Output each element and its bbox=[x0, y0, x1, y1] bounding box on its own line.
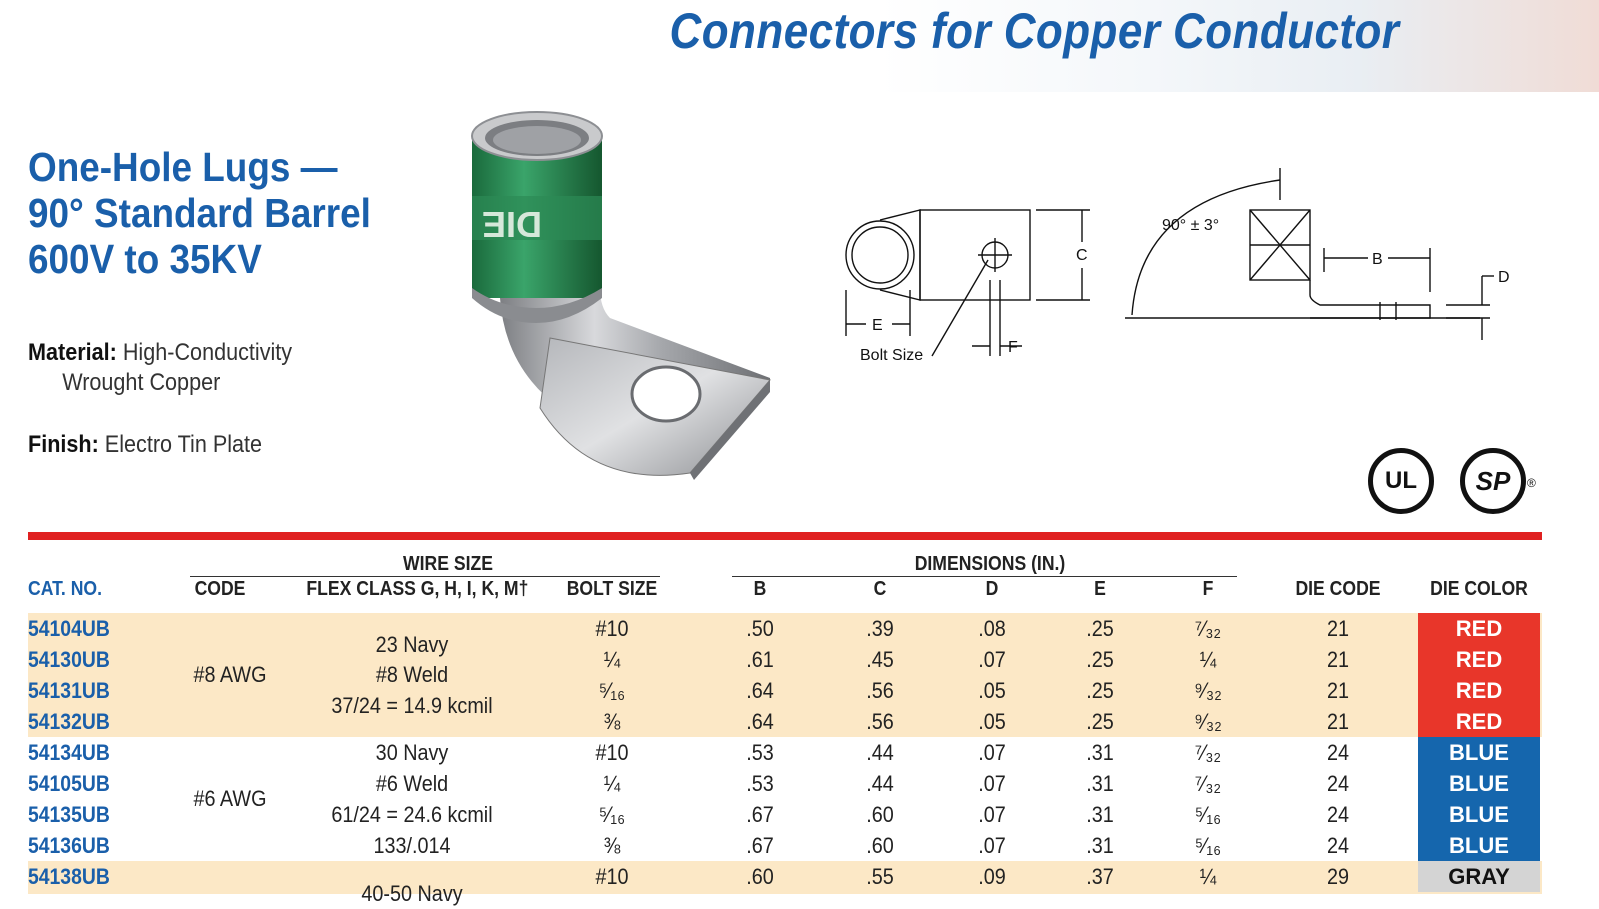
product-title-line-1: One-Hole Lugs — bbox=[28, 144, 338, 190]
header-die-color: DIE COLOR bbox=[1430, 578, 1528, 600]
cell-d: .07 bbox=[978, 771, 1006, 796]
cell-e: .31 bbox=[1086, 802, 1114, 827]
cell-d: .05 bbox=[978, 709, 1006, 734]
material-label: Material: bbox=[28, 339, 117, 366]
dimensions-underline bbox=[732, 576, 1237, 577]
cell-f: ¼ bbox=[1199, 647, 1217, 672]
cell-b: .60 bbox=[746, 864, 774, 889]
cell-b: .64 bbox=[746, 678, 774, 703]
product-title-line-2: 90° Standard Barrel bbox=[28, 190, 371, 236]
cell-bolt: ⅜ bbox=[603, 709, 621, 734]
group-2-flex-3: 61/24 = 24.6 kcmil bbox=[331, 802, 493, 827]
cell-c: .55 bbox=[866, 864, 894, 889]
die-color-badge: BLUE bbox=[1418, 830, 1540, 861]
group-3-flex-1: 40-50 Navy bbox=[361, 881, 463, 906]
cell-die-code: 21 bbox=[1326, 616, 1350, 641]
cell-e: .25 bbox=[1086, 647, 1114, 672]
header-dimensions: DIMENSIONS (IN.) bbox=[914, 553, 1066, 575]
cell-f: ⁵⁄₁₆ bbox=[1194, 802, 1222, 827]
cell-e: .31 bbox=[1086, 771, 1114, 796]
cat-no-link[interactable]: 54138UB bbox=[28, 864, 110, 889]
cell-d: .08 bbox=[978, 616, 1006, 641]
cell-c: .45 bbox=[866, 647, 894, 672]
cell-die-code: 29 bbox=[1326, 864, 1350, 889]
cat-no-link[interactable]: 54135UB bbox=[28, 802, 110, 827]
group-1-flex-1: 23 Navy bbox=[375, 632, 449, 657]
cell-b: .67 bbox=[746, 833, 774, 858]
barrel-die-print: DIE bbox=[481, 204, 542, 245]
ul-logo-text: UL bbox=[1385, 467, 1417, 494]
cell-c: .60 bbox=[866, 802, 894, 827]
cell-f: ⁵⁄₁₆ bbox=[1194, 833, 1222, 858]
cell-f: ⁷⁄₃₂ bbox=[1194, 771, 1222, 796]
group-2-flex-4: 133/.014 bbox=[373, 833, 451, 858]
cell-bolt: ¼ bbox=[603, 647, 621, 672]
cell-die-code: 21 bbox=[1326, 647, 1350, 672]
cat-no-link[interactable]: 54132UB bbox=[28, 709, 110, 734]
cell-c: .56 bbox=[866, 709, 894, 734]
diagram-label-bolt-size: Bolt Size bbox=[860, 347, 924, 364]
cell-c: .39 bbox=[866, 616, 894, 641]
wire-size-underline bbox=[190, 576, 660, 577]
material-spec bbox=[28, 338, 292, 398]
cell-b: .50 bbox=[746, 616, 774, 641]
cell-d: .05 bbox=[978, 678, 1006, 703]
header-die-code: DIE CODE bbox=[1295, 578, 1381, 600]
cell-e: .25 bbox=[1086, 709, 1114, 734]
header-dim-e: E bbox=[1094, 578, 1106, 600]
cell-c: .44 bbox=[866, 771, 894, 796]
cell-b: .53 bbox=[746, 740, 774, 765]
cell-d: .07 bbox=[978, 740, 1006, 765]
ul-logo-icon bbox=[1368, 448, 1434, 514]
product-title-line-3: 600V to 35KV bbox=[28, 236, 262, 282]
cell-die-code: 21 bbox=[1326, 709, 1350, 734]
header-dim-f: F bbox=[1202, 578, 1214, 600]
group-2-flex-2: #6 Weld bbox=[375, 771, 449, 796]
cell-d: .09 bbox=[978, 864, 1006, 889]
cell-bolt: ⅜ bbox=[603, 833, 621, 858]
diagram-label-c: C bbox=[1076, 247, 1088, 264]
finish-label: Finish: bbox=[28, 431, 99, 458]
cell-bolt: #10 bbox=[595, 616, 629, 641]
cell-f: ¼ bbox=[1199, 864, 1217, 889]
cat-no-link[interactable]: 54131UB bbox=[28, 678, 110, 703]
header-flex-class: FLEX CLASS G, H, I, K, M† bbox=[306, 578, 529, 600]
finish-spec bbox=[28, 430, 262, 460]
group-2-code: #6 AWG bbox=[193, 786, 267, 811]
group-1-flex-3: 37/24 = 14.9 kcmil bbox=[331, 693, 493, 718]
diagram-label-b: B bbox=[1372, 251, 1383, 268]
group-1-code: #8 AWG bbox=[193, 662, 267, 687]
dimension-diagram bbox=[840, 160, 1530, 380]
cell-bolt: #10 bbox=[595, 864, 629, 889]
die-color-badge: RED bbox=[1418, 706, 1540, 737]
cell-f: ⁹⁄₃₂ bbox=[1194, 709, 1222, 734]
cell-e: .37 bbox=[1086, 864, 1114, 889]
diagram-label-d: D bbox=[1498, 269, 1510, 286]
die-color-badge: GRAY bbox=[1418, 861, 1540, 892]
banner-title: Connectors for Copper Conductor bbox=[669, 3, 1399, 59]
material-value-2: Wrought Copper bbox=[62, 369, 221, 396]
cell-e: .25 bbox=[1086, 616, 1114, 641]
header-wire-size: WIRE SIZE bbox=[403, 553, 493, 575]
die-color-badge: RED bbox=[1418, 644, 1540, 675]
cell-e: .25 bbox=[1086, 678, 1114, 703]
cell-b: .67 bbox=[746, 802, 774, 827]
header-dim-d: D bbox=[985, 578, 999, 600]
finish-value: Electro Tin Plate bbox=[104, 431, 263, 458]
cell-die-code: 24 bbox=[1326, 802, 1350, 827]
cat-no-link[interactable]: 54105UB bbox=[28, 771, 110, 796]
cell-f: ⁷⁄₃₂ bbox=[1194, 740, 1222, 765]
cell-bolt: ⁵⁄₁₆ bbox=[598, 802, 626, 827]
cell-bolt: #10 bbox=[595, 740, 629, 765]
diagram-label-e: E bbox=[872, 317, 883, 334]
header-cat-no: CAT. NO. bbox=[28, 578, 102, 600]
cell-b: .64 bbox=[746, 709, 774, 734]
cell-b: .53 bbox=[746, 771, 774, 796]
cell-b: .61 bbox=[746, 647, 774, 672]
csa-logo-icon bbox=[1460, 448, 1526, 514]
cat-no-link[interactable]: 54136UB bbox=[28, 833, 110, 858]
product-title bbox=[28, 144, 371, 282]
cell-d: .07 bbox=[978, 802, 1006, 827]
cell-die-code: 21 bbox=[1326, 678, 1350, 703]
die-color-badge: BLUE bbox=[1418, 799, 1540, 830]
die-color-badge: BLUE bbox=[1418, 737, 1540, 768]
header-dim-b: B bbox=[753, 578, 767, 600]
cell-d: .07 bbox=[978, 647, 1006, 672]
diagram-label-angle: 90° ± 3° bbox=[1162, 217, 1220, 234]
cell-die-code: 24 bbox=[1326, 771, 1350, 796]
cell-c: .44 bbox=[866, 740, 894, 765]
csa-logo-text: SP bbox=[1475, 465, 1511, 496]
header-bolt-size: BOLT SIZE bbox=[566, 578, 658, 600]
cell-e: .31 bbox=[1086, 833, 1114, 858]
die-color-badge: RED bbox=[1418, 613, 1540, 644]
lug-product-image bbox=[470, 108, 790, 492]
cell-bolt: ⁵⁄₁₆ bbox=[598, 678, 626, 703]
material-value-1: High-Conductivity bbox=[122, 339, 293, 366]
group-2-flex-1: 30 Navy bbox=[375, 740, 449, 765]
cell-f: ⁷⁄₃₂ bbox=[1194, 616, 1222, 641]
die-color-badge: RED bbox=[1418, 675, 1540, 706]
header-dim-c: C bbox=[873, 578, 887, 600]
cell-die-code: 24 bbox=[1326, 833, 1350, 858]
cell-bolt: ¼ bbox=[603, 771, 621, 796]
header-code: CODE bbox=[194, 578, 246, 600]
die-color-badge: BLUE bbox=[1418, 768, 1540, 799]
csa-registered-mark: ® bbox=[1527, 476, 1536, 490]
cat-no-link[interactable]: 54134UB bbox=[28, 740, 110, 765]
cell-die-code: 24 bbox=[1326, 740, 1350, 765]
group-1-flex-2: #8 Weld bbox=[375, 662, 449, 687]
cell-c: .60 bbox=[866, 833, 894, 858]
cell-c: .56 bbox=[866, 678, 894, 703]
cell-d: .07 bbox=[978, 833, 1006, 858]
table-top-rule bbox=[28, 532, 1542, 540]
cell-e: .31 bbox=[1086, 740, 1114, 765]
cat-no-link[interactable]: 54130UB bbox=[28, 647, 110, 672]
cell-f: ⁹⁄₃₂ bbox=[1194, 678, 1222, 703]
cat-no-link[interactable]: 54104UB bbox=[28, 616, 110, 641]
diagram-label-f: F bbox=[1008, 339, 1018, 356]
